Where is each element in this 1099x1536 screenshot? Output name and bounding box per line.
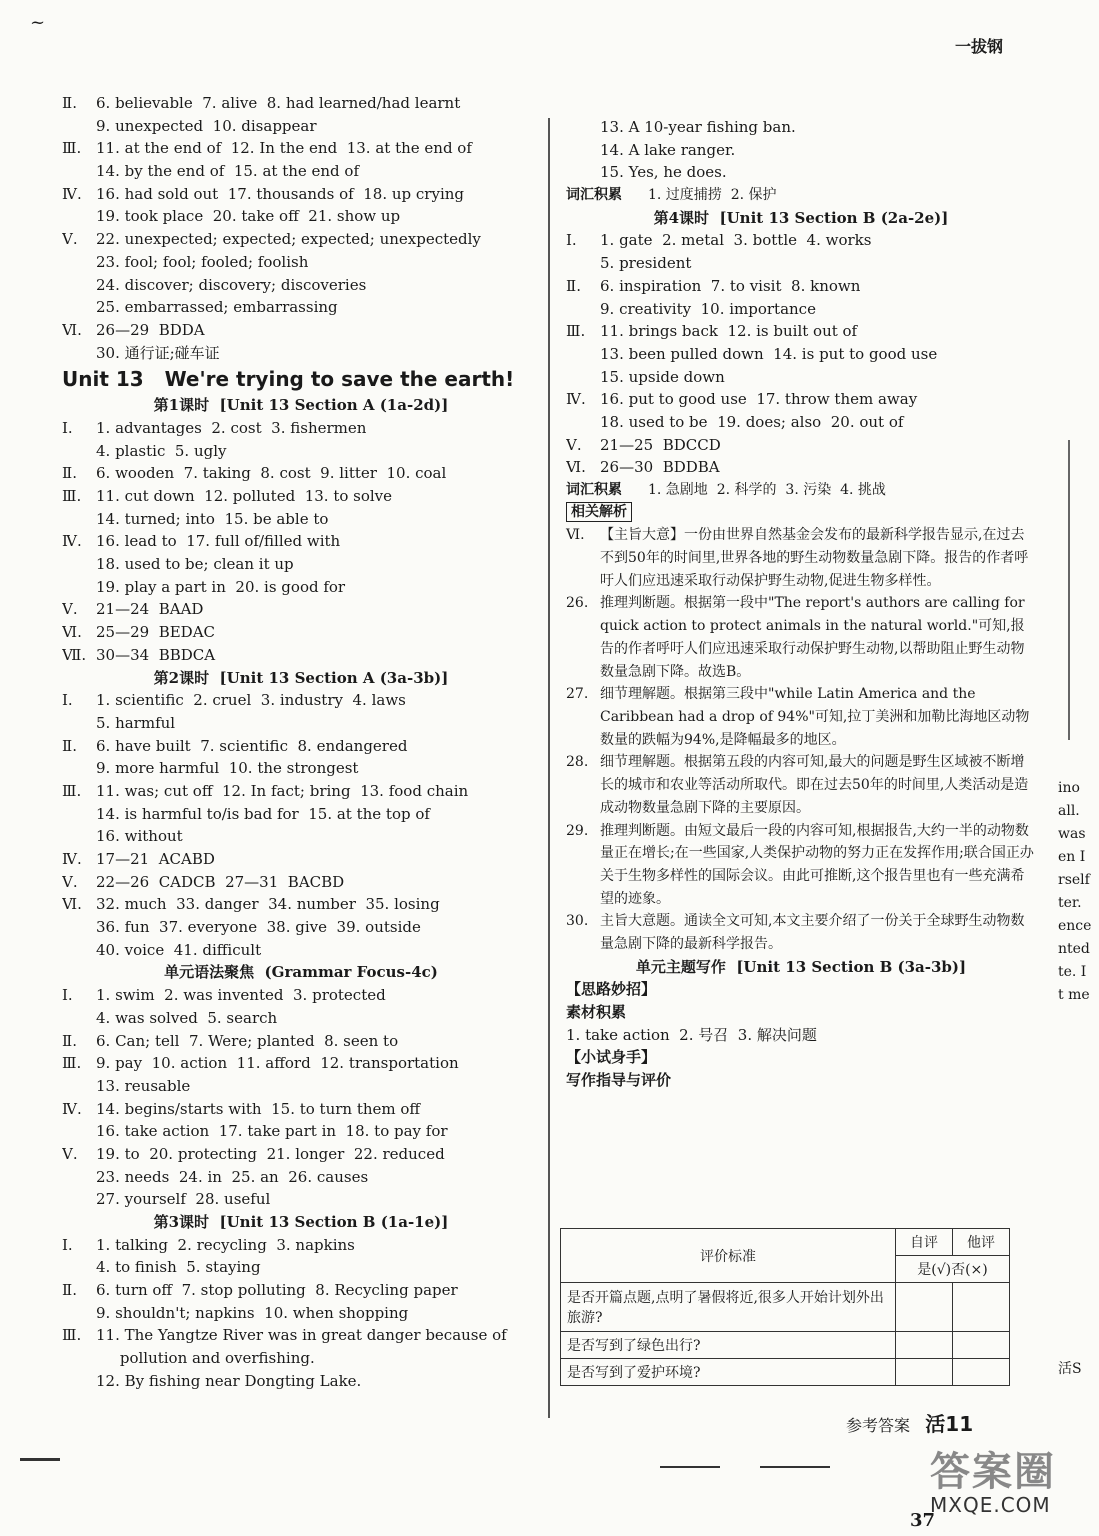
answer-line [62,825,540,848]
question-tag: Ⅶ. [62,645,87,664]
fragment-text: 活S [1058,1361,1082,1377]
answer-line [62,1007,540,1030]
self-eval-cell[interactable] [896,1332,953,1359]
answer-line [62,553,540,576]
question-tag: Ⅴ. [62,1144,78,1163]
analysis-paragraph: 26. 推理判断题。根据第一段中"The report's authors are calling for quick action to protect animals in the natural world."可知,报告的作者呼吁人们应迅速采取行动保护野生动物,以帮助阻止野生动物数量急剧下降。故选B。 [566,595,1025,680]
answer-line [62,803,540,826]
answer-line [62,621,540,644]
criteria-header: 评价标准 [561,1229,896,1283]
answer-text: 6. have built 7. scientific 8. endangered [96,736,408,755]
answer-line [62,780,540,803]
answer-text: 18. used to be 19. does; also 20. out of [600,412,904,431]
answer-line [62,916,540,939]
question-tag: Ⅵ. [62,320,82,339]
answer-text: 19. play a part in 20. is good for [96,577,346,596]
criteria-row: 是否开篇点题,点明了暑假将近,很多人开始计划外出旅游? [561,1283,896,1332]
answer-line [62,848,540,871]
answer-line [566,343,1036,366]
answer-line [62,1052,540,1075]
question-tag: Ⅳ. [62,532,82,551]
answer-text: 13. reusable [96,1076,191,1095]
question-tag: Ⅰ. [566,231,577,250]
answer-line [566,275,1036,298]
question-tag: Ⅲ. [62,139,82,158]
question-tag: 词汇积累 [566,187,622,204]
answer-line [62,871,540,894]
vocab-line [566,479,1036,502]
question-tag: Ⅰ. [62,418,73,437]
question-tag: Ⅰ. [62,1235,73,1254]
column-divider [548,118,550,1418]
answer-text: 6. believable 7. alive 8. had learned/had learnt [96,94,461,112]
answer-line [62,1120,540,1143]
answer-line [62,1279,540,1302]
fragment-text: all. [1058,803,1080,819]
right-column [566,116,1036,1092]
top-right-mark: 一拔钢 [955,37,1004,56]
answer-text: 22. unexpected; expected; expected; unexpectedly [96,230,481,249]
answer-text: 12. By fishing near Dongting Lake. [96,1371,362,1390]
bottom-page-number: 37 [910,1510,936,1531]
answer-line [566,116,1036,139]
question-tag: Ⅱ. [62,736,77,755]
answer-text: 22—26 CADCB 27—31 BACBD [96,872,345,891]
answer-text: 30—34 BBDCA [96,645,216,664]
criteria-row: 是否写到了爱护环境? [561,1359,896,1386]
answer-line [62,1166,540,1189]
left-column [62,92,540,1393]
answer-line [62,462,540,485]
answer-line [62,440,540,463]
question-tag: Ⅴ. [62,872,78,891]
answer-text: pollution and overfishing. [96,1349,315,1368]
answer-text: 25. embarrassed; embarrassing [96,298,338,317]
question-tag: Ⅲ. [62,781,82,800]
footer-label: 参考答案 [846,1416,911,1435]
answer-line [62,1098,540,1121]
answer-text: 27. yourself 28. useful [96,1190,271,1209]
answer-text: 14. by the end of 15. at the end of [96,162,360,181]
answer-line [62,1256,540,1279]
question-tag: Ⅵ. [62,895,82,914]
scan-artifact [1068,440,1070,740]
lesson-heading: 第2课时 [Unit 13 Section A (3a-3b)] [153,668,449,687]
answer-text: 21—25 BDCCD [600,435,721,454]
answer-text: 1. talking 2. recycling 3. napkins [96,1235,355,1254]
self-eval-cell[interactable] [896,1283,953,1332]
answer-line [62,712,540,735]
peer-eval-cell[interactable] [953,1359,1010,1386]
answer-text: 4. plastic 5. ugly [96,441,227,460]
answer-line [62,251,540,274]
answer-text: 4. was solved 5. search [96,1008,278,1027]
answer-line [566,139,1036,162]
answer-text: 32. much 33. danger 34. number 35. losing [96,895,440,914]
answer-line [62,296,540,319]
answer-text: 5. harmful [96,713,176,732]
answer-line [566,252,1036,275]
answer-line [62,1302,540,1325]
analysis-paragraph: 27. 细节理解题。根据第三段中"while Latin America and the Caribbean had a drop of 94%"可知,拉丁美洲和加勒比海地区动物数量的跌幅为94%,是降幅最多的地区。 [566,686,1030,748]
peer-eval-cell[interactable] [953,1283,1010,1332]
peer-eval-header: 他评 [953,1229,1010,1256]
answer-text: 1. 过度捕捞 2. 保护 [648,187,777,204]
answer-text: 15. Yes, he does. [600,163,727,182]
answer-line [566,411,1036,434]
fragment-text: ter. [1058,895,1082,911]
analysis-paragraph: Ⅵ. 【主旨大意】一份由世界自然基金会发布的最新科学报告显示,在过去不到50年的时间里,世界各地的野生动物数量急剧下降。报告的作者呼吁人们应迅速采取行动保护野生动物,促进生物多样性。 [566,527,1029,589]
answer-text: 26—29 BDDA [96,320,205,339]
answer-text: 13. been pulled down 14. is put to good use [600,344,938,363]
question-tag: Ⅱ. [62,1031,77,1050]
corner-mark: ~ [30,12,46,33]
question-tag: Ⅴ. [566,435,582,454]
answer-text: 23. fool; fool; fooled; foolish [96,252,309,271]
page-footer [846,1408,973,1437]
answer-line [566,320,1036,343]
lesson-heading: 第4课时 [Unit 13 Section B (2a-2e)] [653,208,949,227]
answer-text: 6. turn off 7. stop polluting 8. Recycling paper [96,1281,458,1300]
answer-line [62,1143,540,1166]
answer-line [62,1370,540,1393]
question-tag: Ⅳ. [62,184,82,203]
yes-no-header: 是(√)否(×) [896,1256,1010,1283]
answer-line [62,1234,540,1257]
answer-line [62,984,540,1007]
question-tag: Ⅲ. [566,322,586,341]
answer-text: 14. begins/starts with 15. to turn them off [96,1099,421,1118]
analysis-paragraph: 29. 推理判断题。由短文最后一段的内容可知,根据报告,大约一半的动物数量正在增长;在一些国家,人类保护动物的努力正在发挥作用;联合国正办关于生物多样性的国际会议。由此可推断,这个报告里也有一些充满希望的迹象。 [566,822,1034,907]
answer-text: 6. inspiration 7. to visit 8. known [600,276,861,295]
answer-text: 9. shouldn't; napkins 10. when shopping [96,1303,409,1322]
evaluation-table [560,1228,1010,1386]
question-tag: Ⅲ. [62,1326,82,1345]
answer-text: 1. gate 2. metal 3. bottle 4. works [600,231,872,250]
analysis-section [566,524,1036,955]
answer-line [62,893,540,916]
question-tag: Ⅲ. [62,1054,82,1073]
answer-text: 4. to finish 5. staying [96,1258,261,1277]
answer-line [62,205,540,228]
scan-artifact [760,1466,830,1468]
answer-text: 16. lead to 17. full of/filled with [96,532,341,551]
answer-text: 23. needs 24. in 25. an 26. causes [96,1167,369,1186]
answer-text: 11. cut down 12. polluted 13. to solve [96,487,393,505]
answer-text: 1. swim 2. was invented 3. protected [96,986,386,1005]
answer-line [62,160,540,183]
vocab-line [566,184,1036,207]
scan-artifact [660,1466,720,1468]
answer-line [62,689,540,712]
answer-text: 9. unexpected 10. disappear [96,116,317,135]
question-tag: Ⅱ. [62,464,77,483]
answer-text: 21—24 BAAD [96,600,204,619]
answer-text: 18. used to be; clean it up [96,555,294,574]
answer-text: 16. take action 17. take part in 18. to pay for [96,1122,448,1141]
answer-text: 9. more harmful 10. the strongest [96,759,359,778]
watermark-logo: 答案圈 MXQE.COM [930,1449,1056,1517]
fragment-text: was [1058,826,1086,842]
answer-line [62,1075,540,1098]
answer-text: 14. A lake ranger. [600,140,736,159]
fragment-text: en I [1058,849,1086,865]
peer-eval-cell[interactable] [953,1332,1010,1359]
lesson-heading: 第1课时 [Unit 13 Section A (1a-2d)] [153,396,449,415]
answer-text: 40. voice 41. difficult [96,940,262,959]
answer-text: 6. wooden 7. taking 8. cost 9. litter 10. coal [96,464,447,483]
question-tag: Ⅱ. [62,94,77,112]
question-tag: Ⅰ. [62,986,73,1005]
material-list: 1. take action 2. 号召 3. 解决问题 [566,1025,817,1044]
answer-text: 1. scientific 2. cruel 3. industry 4. laws [96,691,406,710]
answer-line [566,388,1036,411]
answer-line [566,434,1036,457]
answer-text: 5. president [600,254,692,273]
answer-text: 1. 急剧地 2. 科学的 3. 污染 4. 挑战 [648,482,886,498]
answer-text: 36. fun 37. everyone 38. give 39. outside [96,918,421,937]
answer-text: 6. Can; tell 7. Were; planted 8. seen to [96,1031,399,1050]
answer-text: 26—30 BDDBA [600,458,720,477]
page-number: 活11 [925,1412,974,1436]
lesson-heading: 单元语法聚焦 (Grammar Focus-4c) [164,963,438,982]
answer-text: 14. turned; into 15. be able to [96,509,329,528]
answer-text: 25—29 BEDAC [96,623,216,642]
answer-text: 11. The Yangtze River was in great danger because of [96,1326,507,1345]
question-tag: Ⅴ. [62,230,78,249]
question-tag: Ⅳ. [62,850,82,868]
answer-line [62,417,540,440]
fragment-text: rself [1058,872,1090,888]
answer-line [62,576,540,599]
answer-text: 1. advantages 2. cost 3. fishermen [96,418,367,437]
answer-text: 16. without [96,827,183,846]
answer-line [62,115,540,138]
answer-text: 14. is harmful to/is bad for 15. at the top of [96,804,430,823]
answer-text: 24. discover; discovery; discoveries [96,275,367,294]
section-practice: 【小试身手】 [566,1048,657,1067]
answer-line [566,229,1036,252]
answer-text: 11. at the end of 12. In the end 13. at the end of [96,139,472,158]
answer-line [62,508,540,531]
answer-line [566,366,1036,389]
answer-text: 15. upside down [600,367,725,386]
section-tips: 【思路妙招】 [566,980,657,999]
question-tag: Ⅳ. [566,390,586,409]
answer-line [62,757,540,780]
question-tag: Ⅰ. [62,691,73,710]
answer-text: 19. took place 20. take off 21. show up [96,207,401,226]
answer-line [62,644,540,667]
answer-line [62,342,540,365]
answer-text: 17—21 ACABD [96,850,215,868]
criteria-row: 是否写到了绿色出行? [561,1332,896,1359]
scan-artifact [20,1458,60,1461]
unit-title: Unit 13 We're trying to save the earth! [62,367,515,392]
answer-text: 11. brings back 12. is built out of [600,322,858,341]
fragment-text: te. I [1058,964,1087,980]
answer-line [62,735,540,758]
question-tag: Ⅱ. [566,276,581,295]
answer-text: 13. A 10-year fishing ban. [600,118,796,136]
answer-line [62,598,540,621]
answer-line [62,228,540,251]
fragment-text: t me [1058,987,1090,1003]
fragment-text: ence [1058,918,1092,934]
question-tag: Ⅵ. [566,458,586,477]
writing-title: 单元主题写作 [Unit 13 Section B (3a-3b)] [635,957,967,976]
answer-text: 16. put to good use 17. throw them away [600,390,918,409]
answer-text: 16. had sold out 17. thousands of 18. up crying [96,184,464,203]
question-tag: 词汇积累 [566,482,622,498]
material-heading: 素材积累 [566,1003,627,1022]
analysis-badge: 相关解析 [566,502,1036,525]
answer-text: 9. pay 10. action 11. afford 12. transportation [96,1054,459,1073]
answer-line [566,298,1036,321]
answer-line [62,939,540,962]
question-tag: Ⅴ. [62,600,78,619]
fragment-text: ino [1058,780,1080,796]
answer-text: 19. to 20. protecting 21. longer 22. reduced [96,1144,445,1163]
question-tag: Ⅲ. [62,487,82,505]
lesson-heading: 第3课时 [Unit 13 Section B (1a-1e)] [153,1213,449,1231]
answer-text: 9. creativity 10. importance [600,299,816,318]
answer-line [62,274,540,297]
question-tag: Ⅱ. [62,1281,77,1300]
writing-guide-heading: 写作指导与评价 [566,1071,672,1090]
answer-line [62,485,540,508]
answer-text: 11. was; cut off 12. In fact; bring 13. food chain [96,781,469,800]
answer-line [62,1188,540,1211]
answer-line [62,1347,540,1370]
analysis-paragraph: 30. 主旨大意题。通读全文可知,本文主要介绍了一份关于全球野生动物数量急剧下降的最新科学报告。 [566,913,1025,953]
answer-line [62,530,540,553]
answer-line [566,161,1036,184]
self-eval-cell[interactable] [896,1359,953,1386]
question-tag: Ⅳ. [62,1099,82,1118]
answer-text: 30. 通行证;碰车证 [96,343,220,362]
answer-line [62,92,540,115]
answer-line [62,1030,540,1053]
answer-line [566,456,1036,479]
question-tag: Ⅵ. [62,623,82,642]
answer-line [62,319,540,342]
answer-line [62,1324,540,1347]
analysis-paragraph: 28. 细节理解题。根据第五段的内容可知,最大的问题是野生区域被不断增长的城市和农业等活动所取代。即在过去50年的时间里,人类活动是造成动物数量急剧下降的主要原因。 [566,754,1029,816]
fragment-text: nted [1058,941,1090,957]
answer-line [62,137,540,160]
answer-line [62,183,540,206]
self-eval-header: 自评 [896,1229,953,1256]
